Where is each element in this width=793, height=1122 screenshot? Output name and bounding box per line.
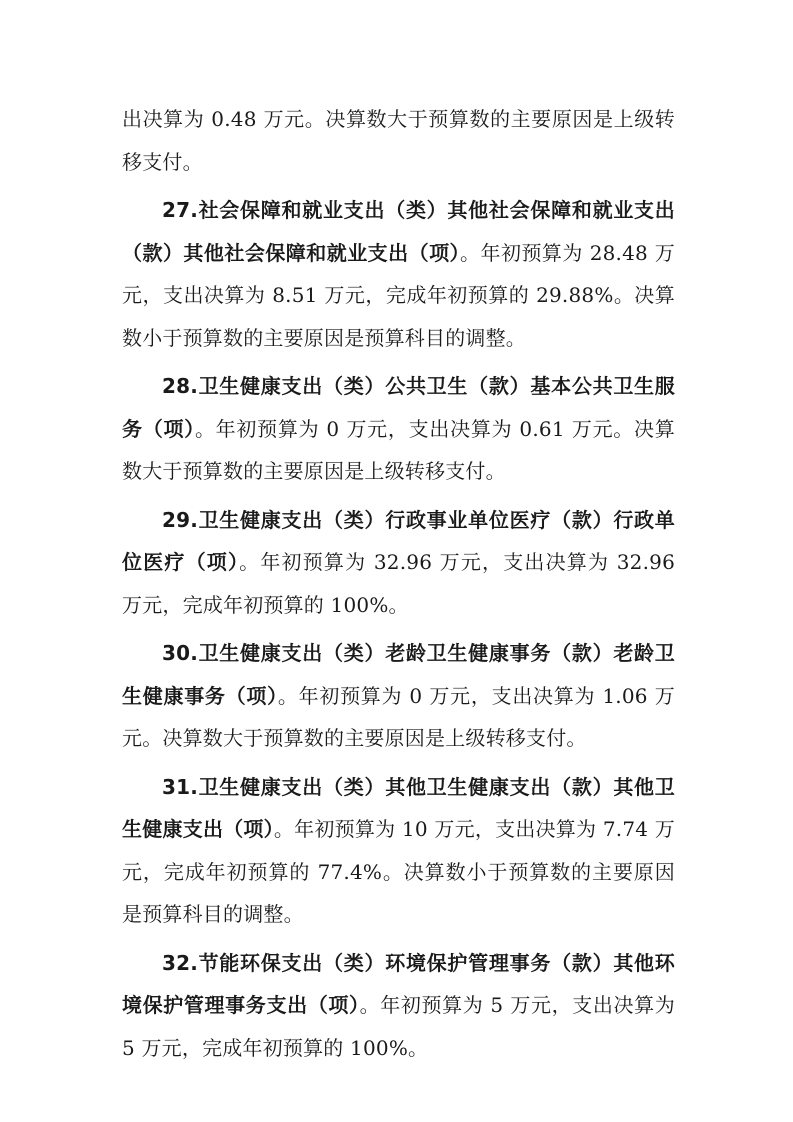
item-heading: 31.卫生健康支出（类）其他卫生健康支出（款）其他卫生健康支出（项） xyxy=(122,774,675,841)
item-paragraph-30 xyxy=(122,632,675,760)
item-heading: 30.卫生健康支出（类）老龄卫生健康事务（款）老龄卫生健康事务（项） xyxy=(122,641,675,708)
item-body: 。年初预算为 32.96 万元，支出决算为 32.96 万元，完成年初预算的 100%。 xyxy=(122,550,676,617)
item-paragraph-31 xyxy=(122,766,675,936)
item-body: 。年初预算为 0 万元，支出决算为 0.61 万元。决算数大于预算数的主要原因是上级转移支付。 xyxy=(122,416,675,483)
item-paragraph-27 xyxy=(122,189,675,359)
item-paragraph-29 xyxy=(122,499,675,627)
item-paragraph-32 xyxy=(122,942,675,1070)
item-body: 。年初预算为 10 万元，支出决算为 7.74 万元，完成年初预算的 77.4%。决算数小于预算数的主要原因是预算科目的调整。 xyxy=(122,817,675,926)
intro-paragraph xyxy=(122,98,675,183)
item-heading: 27.社会保障和就业支出（类）其他社会保障和就业支出（款）其他社会保障和就业支出（项） xyxy=(122,198,675,265)
item-heading: 28.卫生健康支出（类）公共卫生（款）基本公共卫生服务（项） xyxy=(122,374,675,441)
item-heading: 32.节能环保支出（类）环境保护管理事务（款）其他环境保护管理事务支出（项） xyxy=(122,950,675,1017)
item-body: 。年初预算为 0 万元，支出决算为 1.06 万元。决算数大于预算数的主要原因是上级转移支付。 xyxy=(122,683,675,750)
item-body: 。年初预算为 28.48 万元，支出决算为 8.51 万元，完成年初预算的 29.88%。决算数小于预算数的主要原因是预算科目的调整。 xyxy=(122,240,675,350)
intro-text: 出决算为 0.48 万元。决算数大于预算数的主要原因是上级转移支付。 xyxy=(122,107,675,174)
item-body: 。年初预算为 5 万元，支出决算为 5 万元，完成年初预算的 100%。 xyxy=(122,993,675,1060)
item-heading: 29.卫生健康支出（类）行政事业单位医疗（款）行政单位医疗（项） xyxy=(122,507,675,574)
item-paragraph-28 xyxy=(122,365,675,493)
document-page xyxy=(122,98,675,1075)
